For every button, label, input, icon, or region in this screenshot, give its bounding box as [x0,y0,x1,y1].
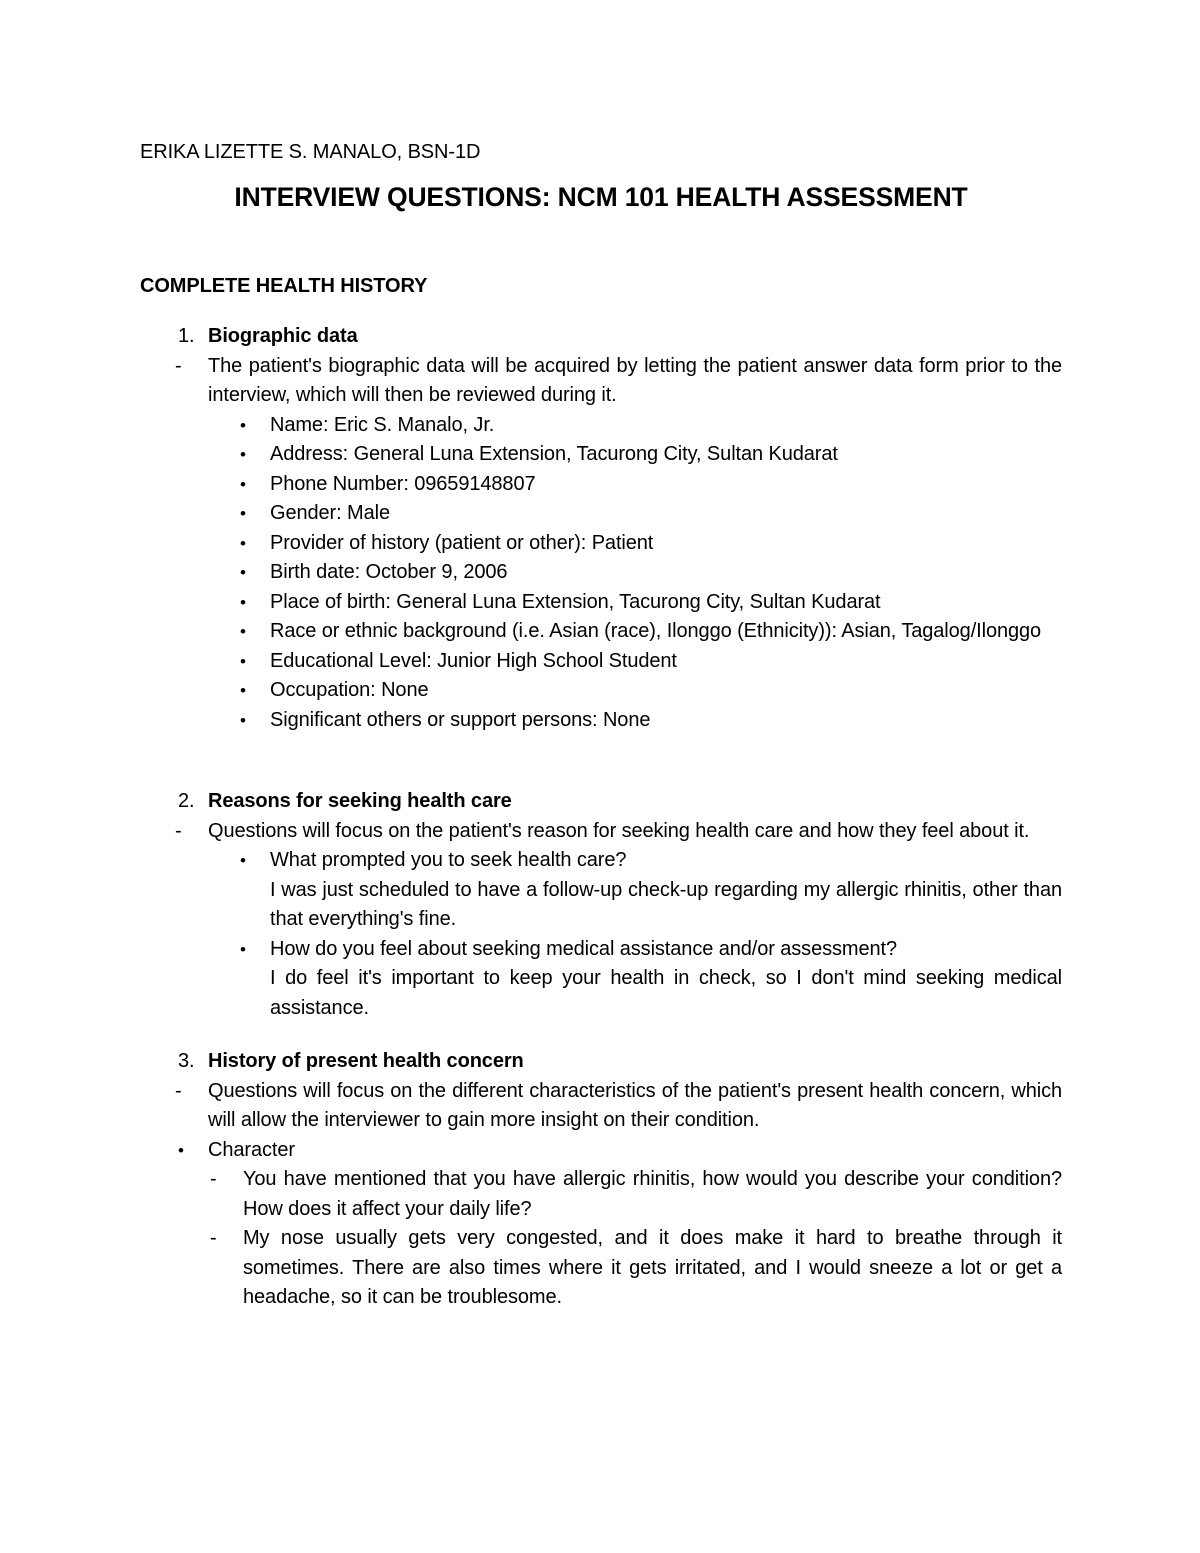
list-item-text: Significant others or support persons: None [270,708,651,731]
list-item-text: Place of birth: General Luna Extension, Tacurong City, Sultan Kudarat [270,590,881,613]
section-history-of-present-health-concern [140,1047,1062,1313]
dash-marker: - [175,819,182,842]
section-heading-complete-health-history: COMPLETE HEALTH HISTORY [140,275,428,297]
section-3-title: History of present health concern [208,1050,524,1072]
list-number: 2. [178,790,195,812]
dash-marker: - [210,1227,217,1249]
section-reasons-for-seeking-health-care [140,787,1062,1023]
list-item [140,1165,1062,1224]
list-item [140,529,1062,559]
document-content [140,138,1062,1313]
bullet-icon: • [240,592,246,612]
bullet-icon: • [240,415,246,435]
list-item-text: Birth date: October 9, 2006 [270,561,508,583]
bullet-icon: • [240,563,246,582]
section-1-intro-text: The patient's biographic data will be acquired by letting the patient answer data form prior to the interview, which will then be reviewed during it. [208,354,1062,406]
section-2-intro-row [140,817,1062,847]
interview-question-text: What prompted you to seek health care? [270,849,627,871]
bullet-icon: • [178,1140,184,1160]
section-3-intro-row [140,1077,1062,1136]
bullet-icon: • [240,651,246,671]
bullet-icon: • [240,681,246,700]
dash-marker: - [175,1079,182,1102]
list-item [140,588,1062,618]
list-item [140,617,1062,647]
dash-marker: - [210,1168,217,1190]
bullet-icon: • [240,939,246,959]
section-3-subheading-row [140,1136,1062,1166]
list-item [140,499,1062,529]
question-block [270,935,1062,1024]
list-item [140,470,1062,500]
question-block [270,846,1062,935]
list-item-text: Gender: Male [270,502,390,524]
list-item-text: Provider of history (patient or other): Patient [270,531,654,554]
list-item [140,440,1062,470]
bullet-icon: • [240,445,246,464]
section-2-title: Reasons for seeking health care [208,790,512,812]
bullet-icon: • [240,851,246,870]
author-line: ERIKA LIZETTE S. MANALO, BSN-1D [140,141,481,163]
list-item [140,1224,1062,1313]
section-2-heading-row [140,787,1062,817]
list-item-text: Occupation: None [270,679,429,701]
list-item [140,706,1062,736]
bullet-icon: • [240,710,246,730]
interview-answer-text: My nose usually gets very congested, and it does make it hard to breathe through it sometimes. There are also times where it gets irritated, and I would sneeze a lot or get a headache, so it can be troublesome. [243,1227,1062,1308]
list-item-text: Address: General Luna Extension, Tacurong City, Sultan Kudarat [270,443,838,465]
dash-marker: - [175,354,182,377]
interview-question-text: You have mentioned that you have allergic rhinitis, how would you describe your condition? How does it affect your daily life? [243,1168,1062,1220]
bullet-icon: • [240,504,246,523]
section-3-subheading-text: Character [208,1138,295,1161]
section-3-intro-text: Questions will focus on the different characteristics of the patient's present health concern, which will allow the interviewer to gain more insight on their condition. [208,1079,1062,1131]
bullet-icon: • [240,533,246,553]
document-title: INTERVIEW QUESTIONS: NCM 101 HEALTH ASSESSMENT [234,182,968,212]
list-item-text: Phone Number: 09659148807 [270,472,536,495]
interview-question-text: How do you feel about seeking medical assistance and/or assessment? [270,937,897,960]
list-item-text: Name: Eric S. Manalo, Jr. [270,413,495,436]
list-item [140,647,1062,677]
list-item [140,935,1062,1024]
section-1-heading-row [140,322,1062,352]
list-item-text: Race or ethnic background (i.e. Asian (race), Ilonggo (Ethnicity)): Asian, Tagalog/Ilonggo [270,620,1042,642]
list-number: 1. [178,325,195,347]
section-1-intro-row [140,352,1062,411]
section-2-intro-text: Questions will focus on the patient's reason for seeking health care and how they feel about it. [208,819,1030,842]
interview-answer-text: I do feel it's important to keep your health in check, so I don't mind seeking medical assistance. [270,967,1062,1019]
section-3-heading-row [140,1047,1062,1077]
list-item [140,676,1062,706]
list-item [140,558,1062,588]
section-1-title: Biographic data [208,325,358,347]
section-biographic-data [140,322,1062,735]
list-item-text: Educational Level: Junior High School Student [270,649,677,672]
list-item [140,846,1062,935]
list-item [140,411,1062,441]
interview-answer-text: I was just scheduled to have a follow-up check-up regarding my allergic rhinitis, other than that everything's fine. [270,878,1062,930]
bullet-icon: • [240,474,246,494]
bullet-icon: • [240,622,246,641]
list-number: 3. [178,1050,195,1072]
